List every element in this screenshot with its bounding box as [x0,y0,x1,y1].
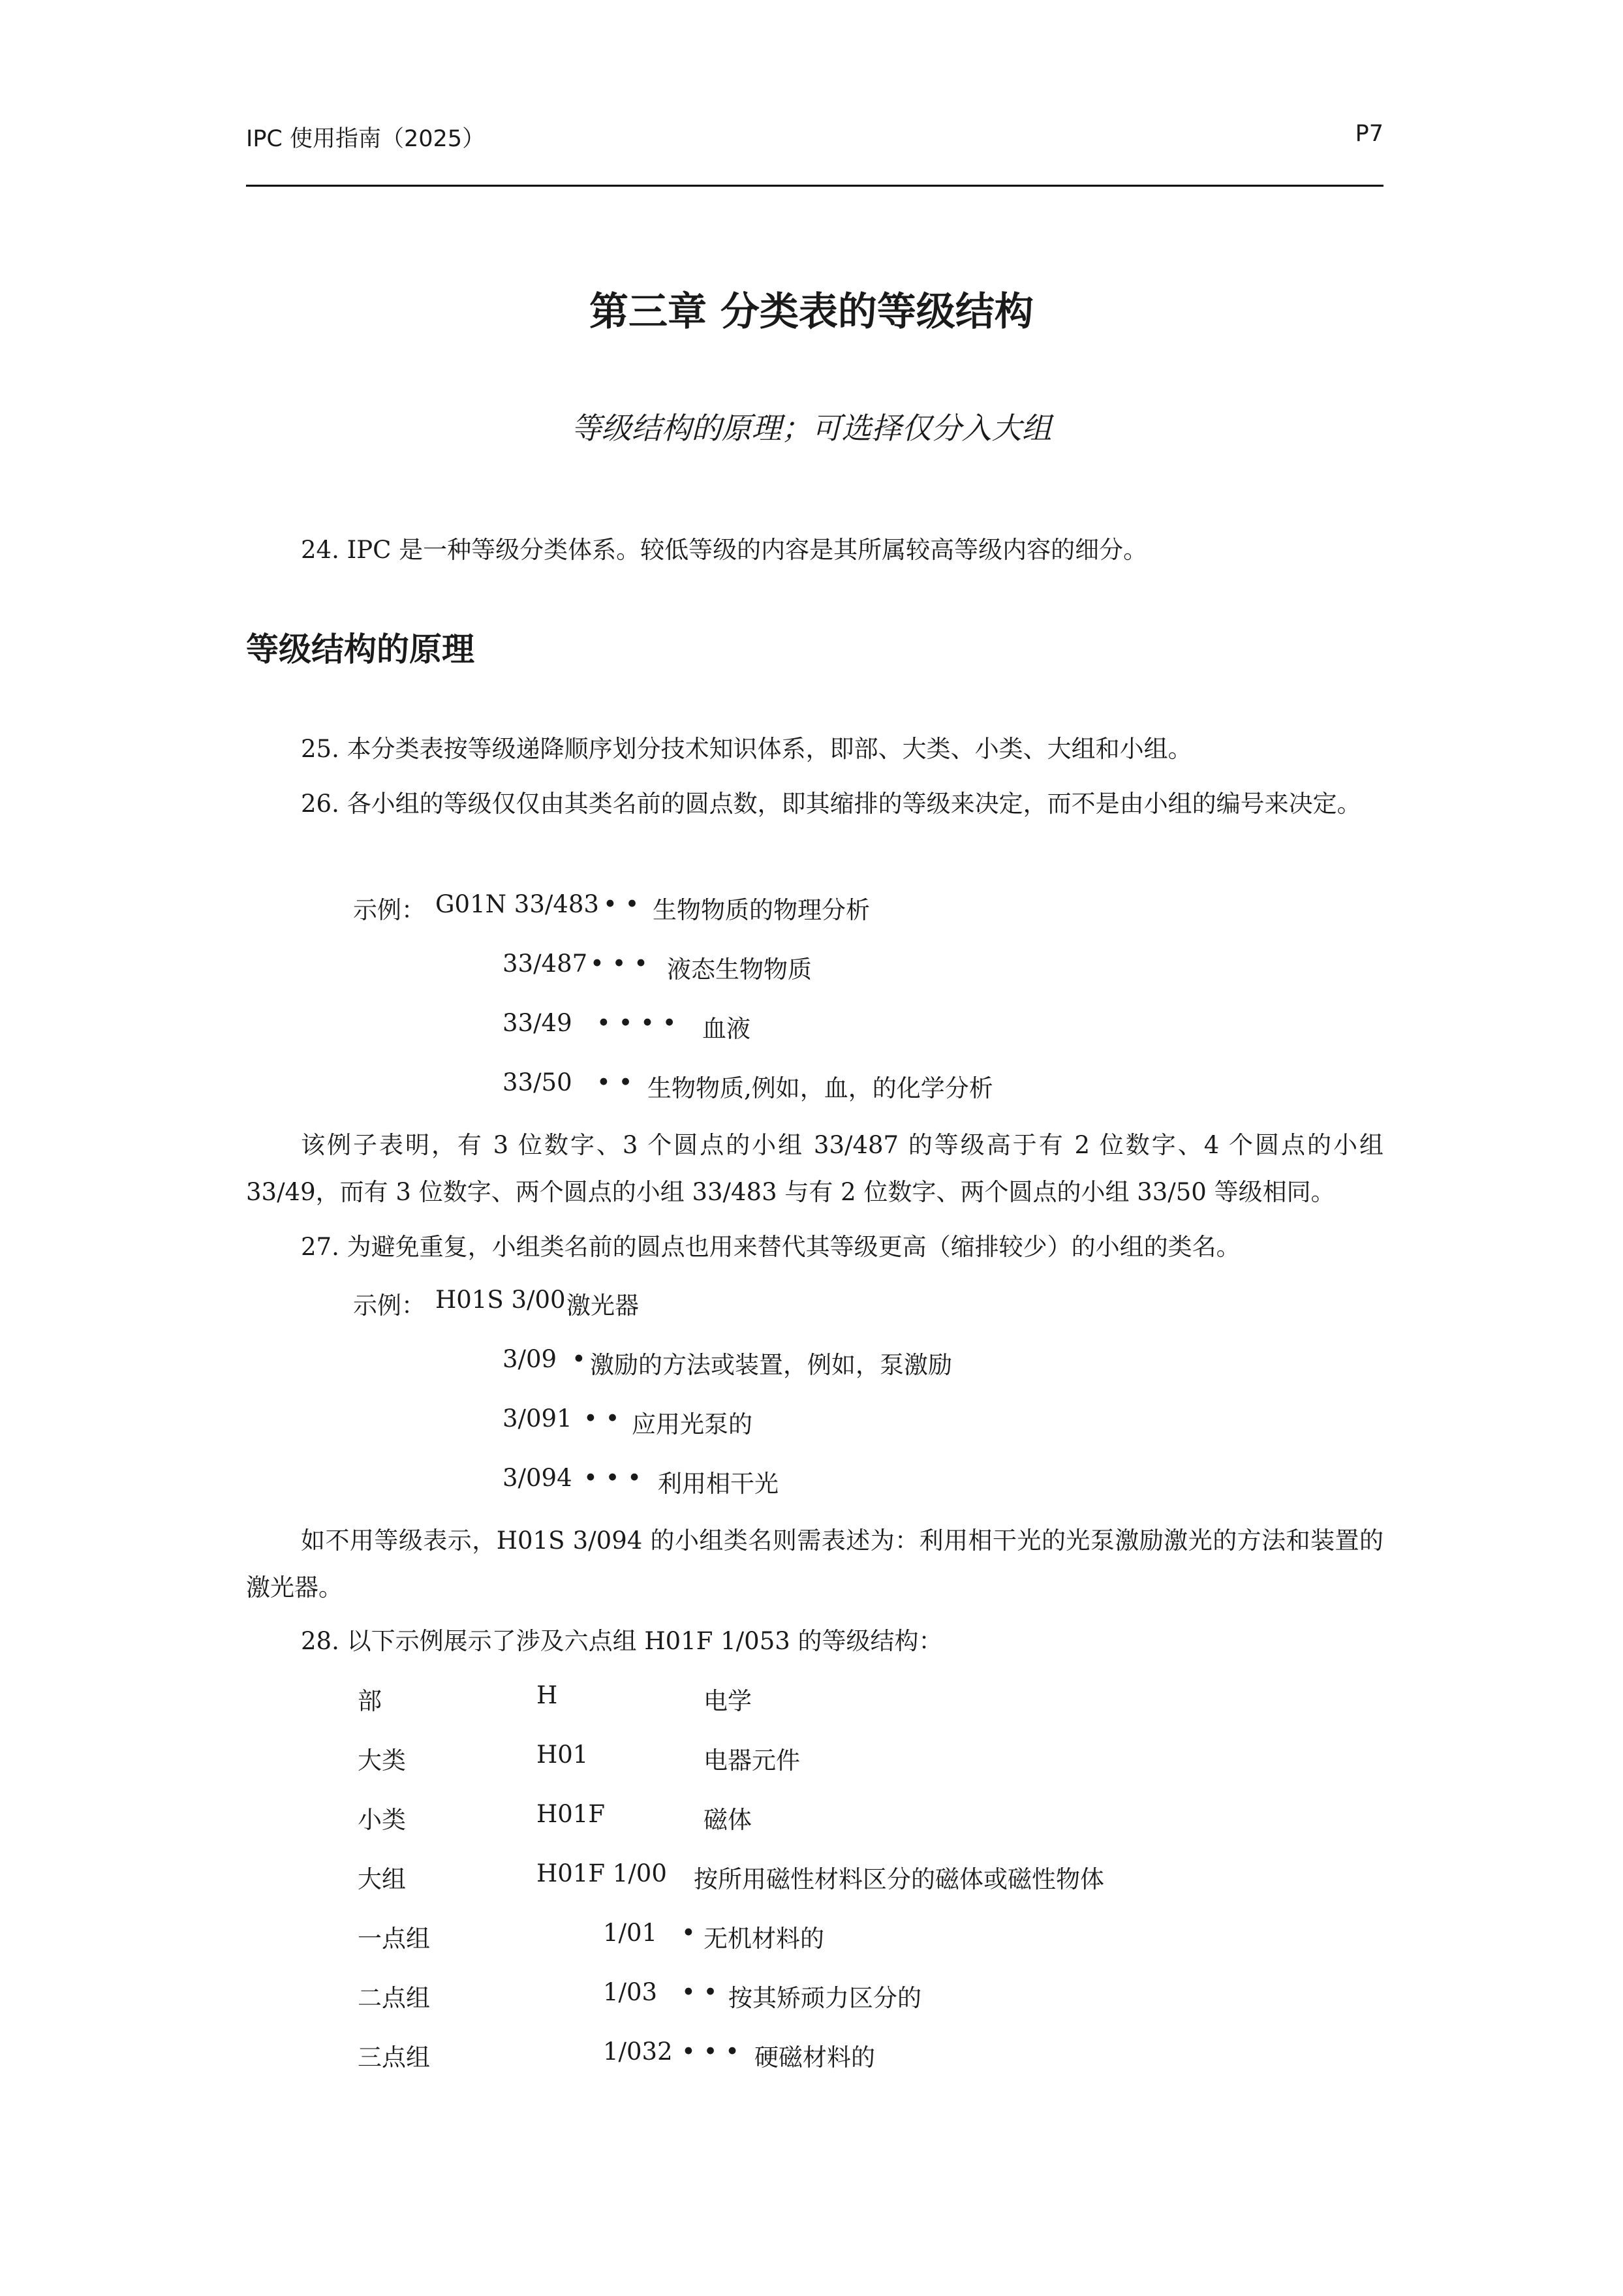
hierarchy-level-3: 小类 [358,1806,406,1834]
example-1-dots-1: • • [603,890,640,918]
example-1-code-4: 33/50 [502,1068,572,1096]
example-2-text-3: 利用相干光 [658,1470,779,1498]
paragraph-24: 24. IPC 是一种等级分类体系。较低等级的内容是其所属较高等级内容的细分。 [301,536,1148,564]
paragraph-27: 27. 为避免重复，小组类名前的圆点也用来替代其等级更高（缩排较少）的小组的类名。 [301,1233,1241,1261]
hierarchy-code-4: H01F 1/00 [536,1859,667,1887]
example-2-text-2: 应用光泵的 [632,1410,752,1438]
example-2-head-code: H01S 3/00 [435,1286,566,1314]
example-2-code-2: 3/091 [502,1404,572,1433]
hierarchy-level-1: 部 [358,1687,382,1715]
hierarchy-text-3: 磁体 [703,1806,752,1834]
running-header: IPC 使用指南（2025） [246,126,486,152]
hierarchy-text-2: 电器元件 [703,1746,800,1775]
example-1-label: 示例： [353,896,425,924]
hierarchy-text-4: 按所用磁性材料区分的磁体或磁性物体 [694,1865,1104,1893]
example-1-dots-3: • • • • [596,1009,677,1037]
hierarchy-text-7: 硬磁材料的 [754,2043,875,2071]
example-2-code-3: 3/094 [502,1464,572,1492]
hierarchy-code-7: 1/032 [603,2038,673,2066]
example-1-text-2: 液态生物物质 [667,955,812,984]
example-2-dots-2: • • [583,1404,620,1433]
example-2-dots-1: • [572,1345,586,1373]
hierarchy-code-3: H01F [536,1800,606,1828]
page-number: P7 [1355,121,1383,147]
paragraph-28: 28. 以下示例展示了涉及六点组 H01F 1/053 的等级结构： [301,1627,943,1655]
hierarchy-code-1: H [536,1681,558,1709]
example-1-text-3: 血液 [702,1015,750,1043]
paragraph-26-explanation: 该例子表明，有 3 位数字、3 个圆点的小组 33/487 的等级高于有 2 位数字、4 个圆点的小组 33/49，而有 3 位数字、两个圆点的小组 33/483 与有 2 位数字、两个圆点的小组 33/50 等级相同。 [246,1131,1383,1206]
example-1-text-1: 生物物质的物理分析 [653,896,870,924]
hierarchy-level-7: 三点组 [358,2043,430,2071]
example-1-code-2: 33/487 [502,950,588,978]
hierarchy-text-6: 按其矫顽力区分的 [728,1984,921,2012]
example-1-code-1: G01N 33/483 [435,890,599,918]
hierarchy-code-5: 1/01 [603,1919,658,1947]
hierarchy-code-2: H01 [536,1741,589,1769]
example-1-dots-4: • • [596,1068,633,1096]
hierarchy-level-5: 一点组 [358,1925,430,1953]
hierarchy-text-5: 无机材料的 [703,1925,824,1953]
chapter-title: 第三章 分类表的等级结构 [589,289,1034,335]
chapter-subtitle: 等级结构的原理；可选择仅分入大组 [571,411,1052,446]
hierarchy-code-6: 1/03 [603,1978,658,2006]
example-1-code-3: 33/49 [502,1009,572,1037]
example-1-text-4: 生物物质,例如，血，的化学分析 [647,1074,993,1102]
paragraph-25: 25. 本分类表按等级递降顺序划分技术知识体系，即部、大类、小类、大组和小组。 [301,735,1192,763]
paragraph-26: 26. 各小组的等级仅仅由其类名前的圆点数，即其缩排的等级来决定，而不是由小组的编号来决定。 [301,790,1361,818]
hierarchy-dots-7: • • • [681,2038,739,2066]
example-2-head-text: 激光器 [566,1292,639,1320]
paragraph-27-explanation: 如不用等级表示，H01S 3/094 的小组类名则需表述为：利用相干光的光泵激励激光的方法和装置的激光器。 [246,1527,1383,1602]
hierarchy-dots-6: • • [681,1978,718,2006]
example-2-dots-3: • • • [583,1464,641,1492]
hierarchy-level-6: 二点组 [358,1984,430,2012]
hierarchy-level-4: 大组 [358,1865,406,1893]
hierarchy-level-2: 大类 [358,1746,406,1775]
header-rule [246,185,1383,187]
example-1-dots-2: • • • [590,950,648,978]
example-2-text-1: 激励的方法或装置，例如，泵激励 [590,1351,952,1379]
example-2-code-1: 3/09 [502,1345,557,1373]
section-title: 等级结构的原理 [246,630,474,668]
example-2-label: 示例： [353,1292,425,1320]
hierarchy-text-1: 电学 [703,1687,752,1715]
hierarchy-dots-5: • [681,1919,696,1947]
